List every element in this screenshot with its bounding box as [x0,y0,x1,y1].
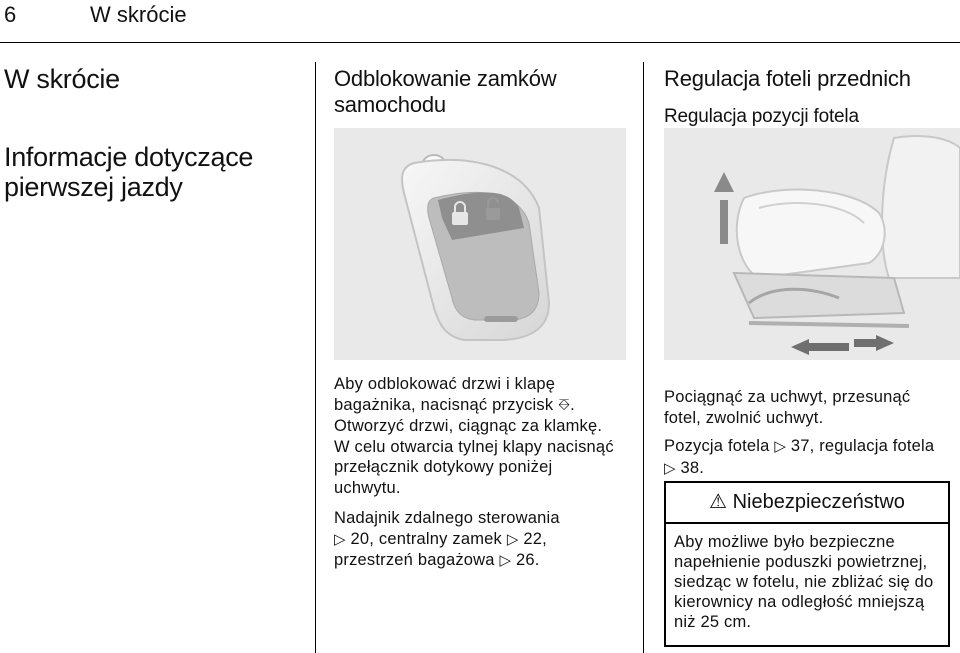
seat-position-subheading: Regulacja pozycji fotela [664,106,859,127]
seat-adjustment-heading: Regulacja foteli przednich [664,66,911,91]
seat-adjustment-illustration [664,128,960,360]
page-reference-icon: ▷ [334,530,346,548]
page-number: 6 [4,2,17,27]
unlock-button-icon: ⎑ [558,396,571,414]
header-rule [0,42,960,43]
key-fob-icon [334,128,626,360]
page-reference-icon: ▷ [664,459,676,477]
seat-icon [664,128,960,360]
text-line: Pociągnąć za uchwyt, przesunąć [664,388,911,406]
section-heading: W skrócie [4,64,120,94]
text-line: Pozycja fotela ▷ 37, regulacja fotela [664,437,935,455]
text-line: przełącznik dotykowy poniżej [334,458,553,476]
text-line: ▷ 38. [664,458,705,477]
text-line: kierownicy na odległość mniejszą [674,593,925,611]
text-line: napełnienie poduszki powietrznej, [674,553,928,571]
unlocking-text [334,374,619,572]
warning-title: ⚠ Niebezpieczeństwo [709,491,905,513]
column-divider-1 [315,62,316,653]
text-line: Nadajnik zdalnego sterowania [334,509,560,527]
text-line: Otworzyć drzwi, ciągnąc za klamkę. [334,417,603,435]
warning-box [664,481,950,647]
page-reference-icon: ▷ [499,552,512,569]
seat-text [664,387,954,479]
unlocking-heading: Odblokowanie zamków samochodu [334,66,557,117]
text-line: siedząc w fotelu, nie zbliżać się do [674,573,934,591]
column-divider-2 [643,62,644,653]
text-line: fotel, zwolnić uchwyt. [664,408,824,427]
text-line: Aby odblokować drzwi i klapę [334,375,556,393]
text-line: W celu otwarcia tylnej klapy nacisnąć [334,437,614,456]
text-line: niż 25 cm. [674,613,752,631]
running-header-title: W skrócie [90,2,187,27]
text-line: przestrzeń bagażowa ▷ 26. [334,551,540,569]
warning-text [666,524,948,640]
key-fob-illustration [334,128,626,360]
page-reference-icon: ▷ [774,438,787,455]
warning-triangle-icon: ⚠ [709,491,728,513]
text-line: Aby możliwe było bezpieczne [674,533,895,551]
text-line: bagażnika, nacisnąć przycisk ⎑. [334,395,575,414]
page-reference-icon: ▷ [506,530,519,548]
text-line: ▷ 20, centralny zamek ▷ 22, [334,529,547,548]
text-line: uchwytu. [334,478,401,497]
section-subheading: Informacje dotyczące pierwszej jazdy [4,142,254,202]
